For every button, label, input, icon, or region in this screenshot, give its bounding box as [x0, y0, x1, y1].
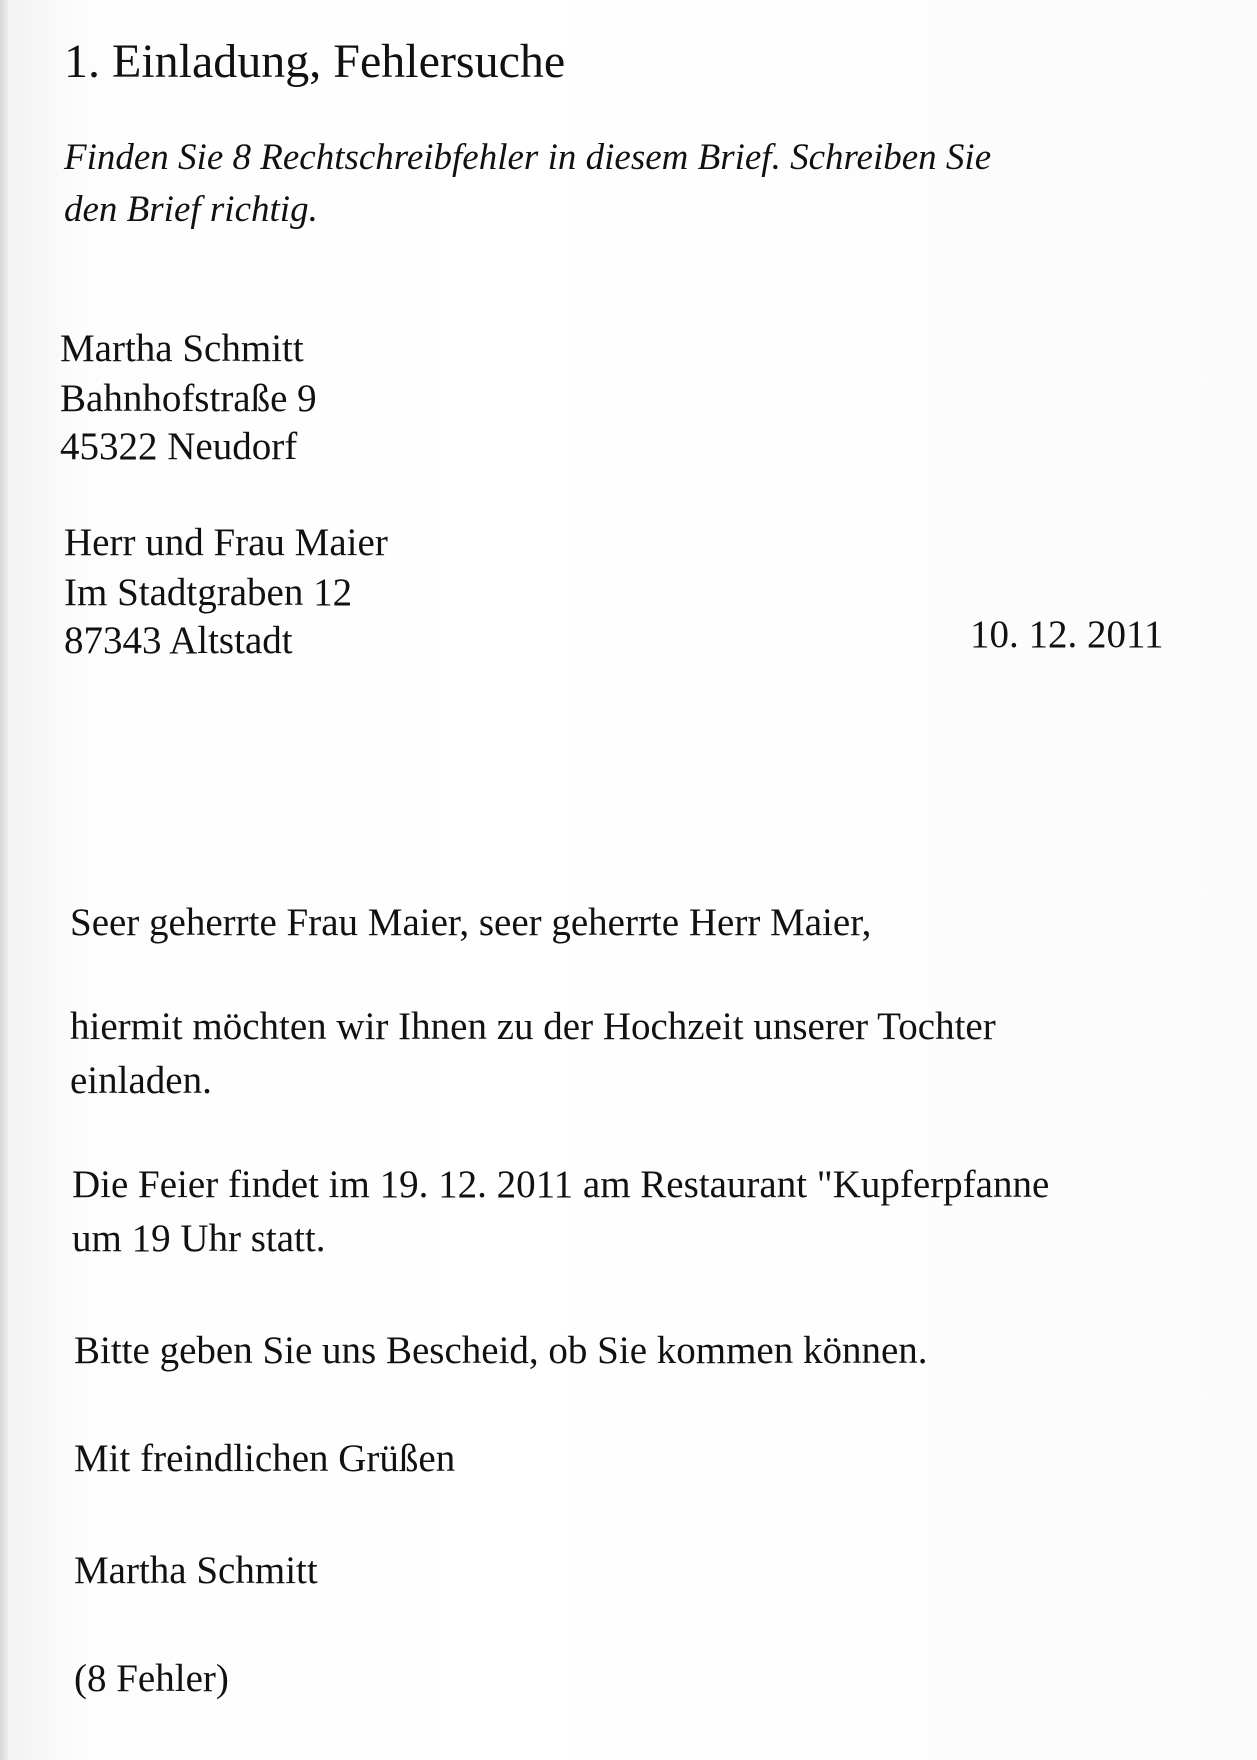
- recipient-city: 87343 Altstadt: [64, 619, 293, 662]
- error-count: (8 Fehler): [74, 1657, 229, 1700]
- letter-date: 10. 12. 2011: [970, 613, 1164, 656]
- page-title: 1. Einladung, Fehlersuche: [64, 35, 566, 88]
- instruction-line-1: Finden Sie 8 Rechtschreibfehler in diesem Brief. Schreiben Sie: [64, 137, 992, 178]
- sender-city: 45322 Neudorf: [60, 425, 298, 468]
- instruction-line-2: den Brief richtig.: [64, 189, 318, 230]
- letter-paragraph-3: Bitte geben Sie uns Bescheid, ob Sie kommen können.: [74, 1329, 928, 1372]
- letter-paragraph-1-line-2: einladen.: [70, 1059, 212, 1102]
- letter-paragraph-2-line-2: um 19 Uhr statt.: [72, 1217, 326, 1260]
- scan-left-edge: [0, 0, 8, 1760]
- recipient-name: Herr und Frau Maier: [64, 521, 388, 564]
- letter-signature: Martha Schmitt: [74, 1549, 318, 1592]
- letter-paragraph-2-line-1: Die Feier findet im 19. 12. 2011 am Restaurant "Kupferpfanne: [72, 1163, 1050, 1206]
- sender-street: Bahnhofstraße 9: [60, 377, 317, 420]
- letter-paragraph-1-line-1: hiermit möchten wir Ihnen zu der Hochzeit unserer Tochter: [70, 1005, 996, 1048]
- worksheet-page: [8, 0, 1257, 1760]
- letter-salutation: Seer geherrte Frau Maier, seer geherrte Herr Maier,: [70, 901, 872, 944]
- recipient-street: Im Stadtgraben 12: [64, 571, 353, 614]
- sender-name: Martha Schmitt: [60, 327, 304, 370]
- letter-closing: Mit freindlichen Grüßen: [74, 1437, 456, 1480]
